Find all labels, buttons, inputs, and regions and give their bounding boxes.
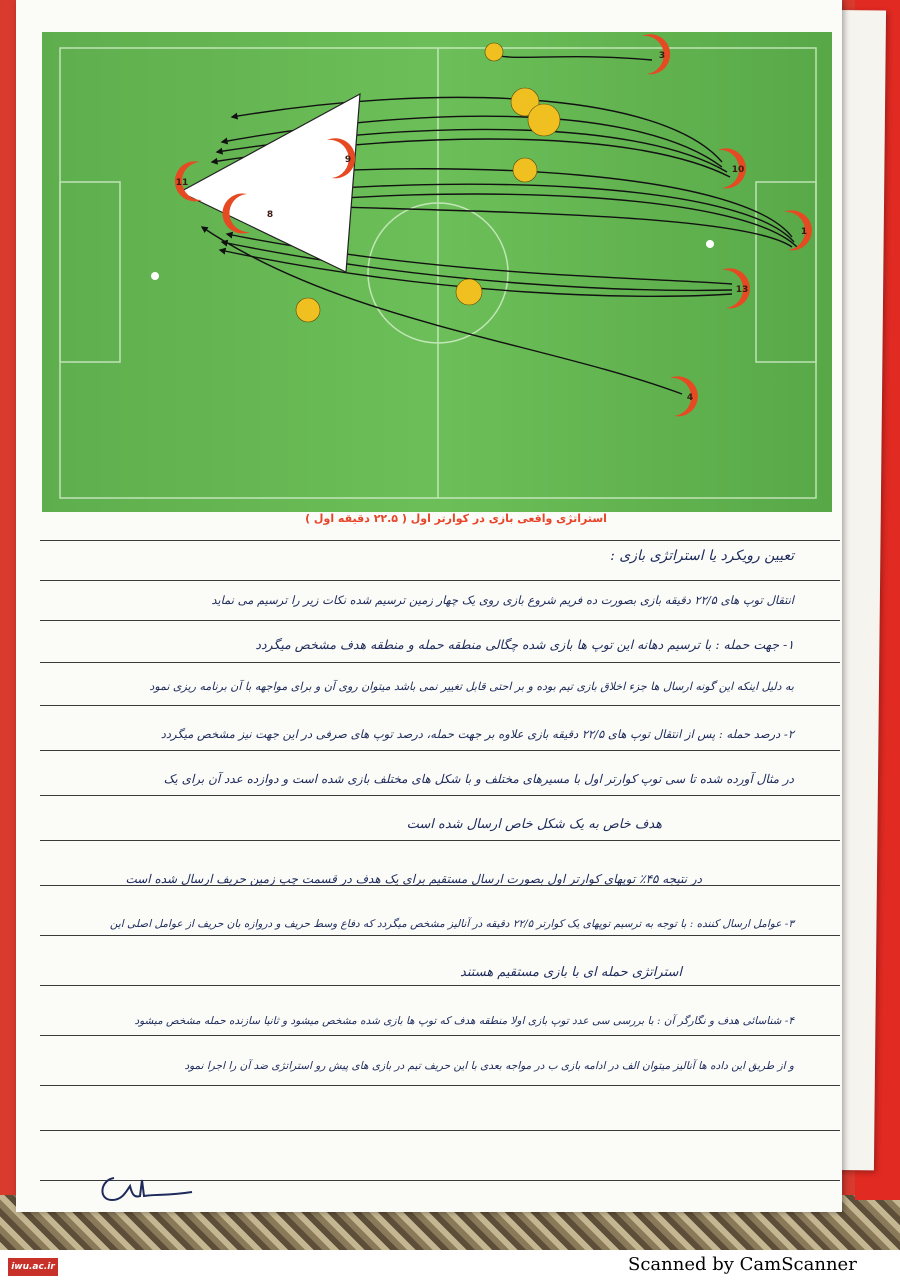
player-10-label: 10 bbox=[731, 165, 745, 175]
player-4-label: 4 bbox=[686, 393, 694, 403]
text-line: هدف خاص به یک شکل خاص ارسال شده است bbox=[406, 817, 662, 832]
ruled-line bbox=[40, 1085, 840, 1086]
text-line: انتقال توپ های ۲۲/۵ دقیقه بازی بصورت ده فریم شروع بازی روی یک چهار زمین ترسیم شده نکات زیر را ترسیم می نماید bbox=[211, 593, 794, 607]
text-line: استراتژی حمله ای با بازی مستقیم هستند bbox=[460, 965, 682, 980]
text-line: و از طریق این داده ها آنالیز میتوان الف در ادامه بازی ب در مواجه بعدی با این حریف تیم در بازی های پیش رو استراتژی ضد آن را اجرا نمود bbox=[184, 1060, 794, 1072]
text-line: تعیین رویکرد یا استراتژی بازی : bbox=[610, 548, 794, 564]
player-1-label: 1 bbox=[800, 227, 808, 237]
text-line: ۳- عوامل ارسال کننده : با توجه به ترسیم توپهای یک کوارتر ۲۲/۵ دقیقه در آنالیز مشخص میگردد که دفاع وسط حریف و دروازه بان حریف از عوامل اصلی این bbox=[109, 918, 794, 930]
text-line: در نتیجه ۴۵٪ توپهای کوارتر اول بصورت ارسال مستقیم برای یک هدف در قسمت چپ زمین حریف ارسال شده است bbox=[125, 872, 702, 886]
player-3-label: 3 bbox=[658, 51, 666, 61]
text-line: ۲- درصد حمله : پس از انتقال توپ های ۲۲/۵ دقیقه بازی علاوه بر جهت حمله، درصد توپ های صرفی در این جهت نیز مشخص میگردد bbox=[160, 727, 794, 741]
ruled-line bbox=[40, 985, 840, 986]
ruled-line bbox=[40, 540, 840, 541]
scanner-watermark: Scanned by CamScanner bbox=[628, 1254, 857, 1275]
ruled-line bbox=[40, 795, 840, 796]
signature bbox=[96, 1170, 196, 1206]
ruled-line bbox=[40, 580, 840, 581]
document-page bbox=[16, 0, 842, 1212]
ruled-line bbox=[40, 750, 840, 751]
player-9-label: 9 bbox=[344, 155, 352, 165]
ruled-line bbox=[40, 1130, 840, 1131]
ruled-line bbox=[40, 662, 840, 663]
figure-caption: استراتژی واقعی بازی در کوارتر اول ( ۲۲.۵ دقیقه اول ) bbox=[305, 512, 607, 525]
ruled-line bbox=[40, 1035, 840, 1036]
player-8-label: 8 bbox=[266, 210, 274, 220]
text-line: ۱- جهت حمله : با ترسیم دهانه این توپ ها بازی شده چگالی منطقه حمله و منطقه هدف مشخص میگردد bbox=[255, 637, 794, 652]
ruled-line bbox=[40, 840, 840, 841]
player-13-label: 13 bbox=[735, 285, 749, 295]
player-11-label: 11 bbox=[175, 178, 189, 188]
ruled-line bbox=[40, 620, 840, 621]
text-line: ۴- شناسائی هدف و نگارگر آن : با بررسی سی عدد توپ بازی اولا منطقه هدف که توپ ها بازی شده مشخص میشود و ثانیا سازنده حمله مشخص میشود bbox=[134, 1015, 794, 1027]
football-pitch-diagram bbox=[42, 22, 832, 512]
ruled-line bbox=[40, 705, 840, 706]
ruled-line bbox=[40, 935, 840, 936]
iwu-logo: iwu.ac.ir bbox=[8, 1258, 58, 1276]
text-line: به دلیل اینکه این گونه ارسال ها جزء اخلاق بازی تیم بوده و بر احتی قابل تغییر نمی باشد میتوان روی آن و برای مواجهه با آن برنامه ریزی نمود bbox=[149, 680, 794, 693]
text-line: در مثال آورده شده تا سی توپ کوارتر اول با مسیرهای مختلف و با شکل های مختلف بازی شده است و دوازده عدد آن برای یک bbox=[163, 772, 794, 786]
